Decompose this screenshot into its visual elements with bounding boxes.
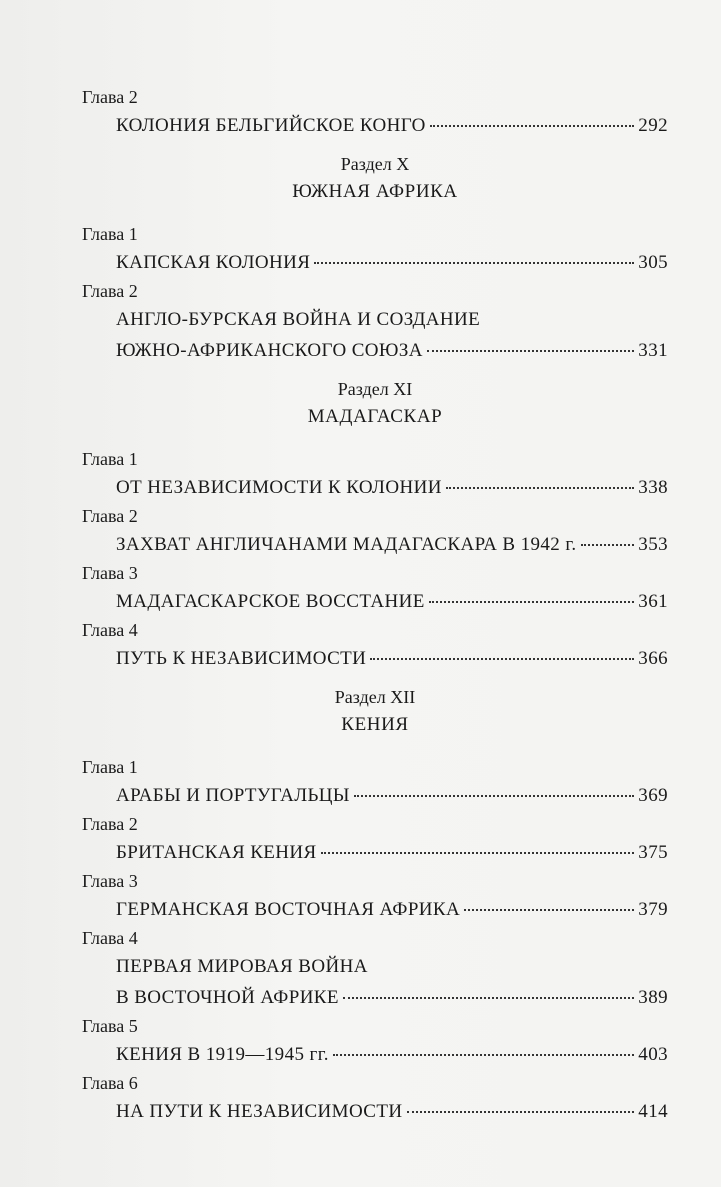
chapter-label: Глава 2 [82, 506, 138, 526]
chapter-label: Глава 4 [82, 620, 138, 640]
entry-text: АНГЛО-БУРСКАЯ ВОЙНА И СОЗДАНИЕ [116, 309, 481, 330]
entry-line [116, 982, 668, 1013]
entry-text: ОТ НЕЗАВИСИМОСТИ К КОЛОНИИ [116, 477, 442, 498]
entry-text: ПЕРВАЯ МИРОВАЯ ВОЙНА [116, 956, 368, 977]
page-number: 305 [638, 252, 668, 273]
dot-leader [354, 795, 634, 797]
toc-entry [82, 617, 668, 674]
entry-title [116, 472, 668, 503]
page-number: 338 [638, 477, 668, 498]
page-number: 353 [638, 534, 668, 555]
page-number: 369 [638, 785, 668, 806]
toc-entry [82, 1070, 668, 1127]
page-number: 379 [638, 899, 668, 920]
entry-line [116, 837, 668, 868]
chapter-label: Глава 3 [82, 871, 138, 891]
entry-title [116, 1096, 668, 1127]
entry-title [116, 643, 668, 674]
section-title: ЮЖНАЯ АФРИКА [292, 181, 458, 202]
entry-text: МАДАГАСКАРСКОЕ ВОССТАНИЕ [116, 591, 425, 612]
section-label: Раздел X [340, 154, 410, 174]
chapter-label: Глава 1 [82, 449, 138, 469]
entry-line [116, 1039, 668, 1070]
entry-line [116, 1096, 668, 1127]
dot-leader [464, 909, 634, 911]
entry-title [116, 951, 668, 1013]
entry-text: ЮЖНО-АФРИКАНСКОГО СОЮЗА [116, 340, 423, 361]
dot-leader [581, 544, 635, 546]
entry-title [116, 780, 668, 811]
page-number: 361 [638, 591, 668, 612]
toc-entry [82, 446, 668, 503]
toc-entry [82, 503, 668, 560]
dot-leader [407, 1111, 635, 1113]
entry-text: КЕНИЯ В 1919—1945 гг. [116, 1044, 329, 1065]
entry-text: В ВОСТОЧНОЙ АФРИКЕ [116, 987, 339, 1008]
entry-text: ПУТЬ К НЕЗАВИСИМОСТИ [116, 648, 367, 669]
entry-line [116, 643, 668, 674]
dot-leader [446, 487, 634, 489]
dot-leader [343, 997, 634, 999]
toc-entry [82, 84, 668, 141]
entry-title [116, 837, 668, 868]
dot-leader [314, 262, 634, 264]
section-heading [82, 684, 668, 740]
dot-leader [333, 1054, 634, 1056]
entry-title [116, 529, 668, 560]
toc-entry [82, 925, 668, 1013]
dot-leader [427, 350, 634, 352]
entry-line [116, 247, 668, 278]
entry-text: АРАБЫ И ПОРТУГАЛЬЦЫ [116, 785, 350, 806]
entry-line [116, 529, 668, 560]
entry-line [116, 586, 668, 617]
dot-leader [429, 601, 634, 603]
entry-title [116, 110, 668, 141]
entry-title [116, 586, 668, 617]
chapter-label: Глава 2 [82, 87, 138, 107]
toc-entry [82, 754, 668, 811]
section-heading [82, 376, 668, 432]
toc-entry [82, 278, 668, 366]
toc-entry [82, 560, 668, 617]
entry-title [116, 247, 668, 278]
chapter-label: Глава 1 [82, 224, 138, 244]
entry-text: БРИТАНСКАЯ КЕНИЯ [116, 842, 317, 863]
toc-entry [82, 1013, 668, 1070]
entry-line [116, 335, 668, 366]
chapter-label: Глава 3 [82, 563, 138, 583]
page-number: 375 [638, 842, 668, 863]
chapter-label: Глава 2 [82, 281, 138, 301]
entry-line [116, 780, 668, 811]
page-number: 414 [638, 1101, 668, 1122]
entry-line [116, 894, 668, 925]
entry-title [116, 304, 668, 366]
chapter-label: Глава 1 [82, 757, 138, 777]
entry-title [116, 894, 668, 925]
page-number: 366 [638, 648, 668, 669]
chapter-label: Глава 4 [82, 928, 138, 948]
dot-leader [430, 125, 635, 127]
table-of-contents [82, 84, 668, 1127]
chapter-label: Глава 2 [82, 814, 138, 834]
entry-line [116, 472, 668, 503]
entry-title [116, 1039, 668, 1070]
page-number: 331 [638, 340, 668, 361]
dot-leader [321, 852, 635, 854]
section-heading [82, 151, 668, 207]
entry-text: КАПСКАЯ КОЛОНИЯ [116, 252, 311, 273]
section-title: МАДАГАСКАР [307, 406, 443, 427]
entry-text: ЗАХВАТ АНГЛИЧАНАМИ МАДАГАСКАРА В 1942 г. [116, 534, 577, 555]
toc-entry [82, 221, 668, 278]
toc-entry [82, 868, 668, 925]
section-label: Раздел XII [334, 687, 416, 707]
entry-text: НА ПУТИ К НЕЗАВИСИМОСТИ [116, 1101, 403, 1122]
entry-line [116, 110, 668, 141]
page-number: 389 [638, 987, 668, 1008]
dot-leader [370, 658, 634, 660]
page-number: 403 [638, 1044, 668, 1065]
page-number: 292 [638, 115, 668, 136]
section-label: Раздел XI [337, 379, 413, 399]
chapter-label: Глава 5 [82, 1016, 138, 1036]
entry-text: ГЕРМАНСКАЯ ВОСТОЧНАЯ АФРИКА [116, 899, 461, 920]
chapter-label: Глава 6 [82, 1073, 138, 1093]
entry-text: КОЛОНИЯ БЕЛЬГИЙСКОЕ КОНГО [116, 115, 426, 136]
toc-entry [82, 811, 668, 868]
section-title: КЕНИЯ [341, 714, 409, 735]
